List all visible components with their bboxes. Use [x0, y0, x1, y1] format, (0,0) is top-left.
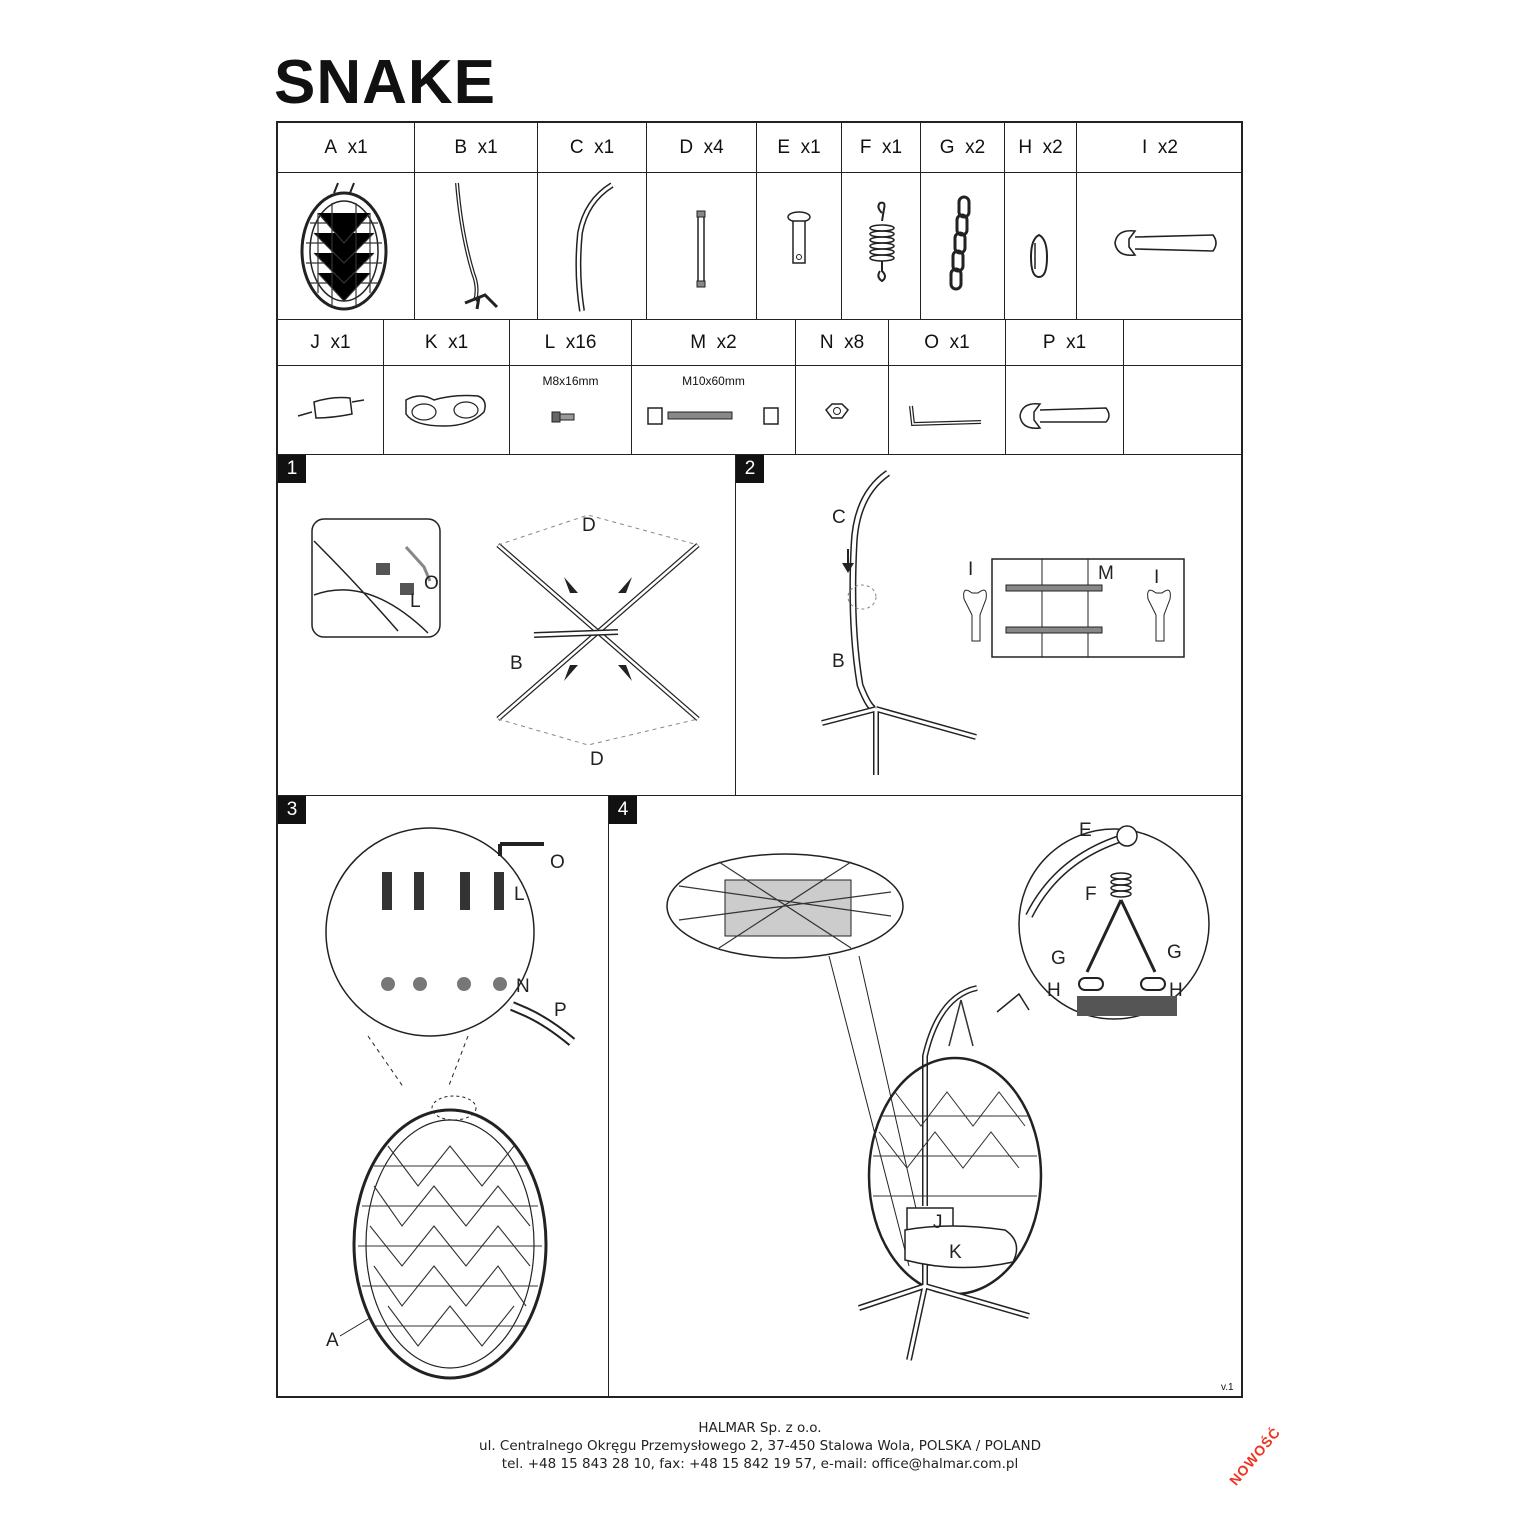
- part-header-i: I x2: [1077, 123, 1243, 173]
- part-image-d: [647, 173, 757, 320]
- footer-address: ul. Centralnego Okręgu Przemysłowego 2, 37-450 Stalowa Wola, POLSKA / POLAND: [479, 1438, 1041, 1454]
- new-product-stamp: NOWOŚĆ: [1226, 1423, 1284, 1489]
- step-4-label-g-left: G: [1051, 948, 1066, 969]
- step-3-badge: 3: [278, 796, 306, 824]
- step-2-label-b: B: [832, 651, 845, 672]
- step-2-label-m: M: [1098, 563, 1114, 584]
- part-image-l: [510, 366, 632, 455]
- step-3-label-n: N: [516, 976, 530, 997]
- step-1-label-d-bottom: D: [590, 749, 604, 770]
- part-header-empty: [1124, 320, 1243, 366]
- part-image-b: [415, 173, 538, 320]
- part-header-g: G x2: [921, 123, 1005, 173]
- step-3-label-a: A: [326, 1330, 339, 1351]
- small-cushion-icon: [278, 366, 384, 455]
- part-image-a: [278, 173, 415, 320]
- nut-icon: [796, 366, 889, 455]
- step-3-label-l: L: [514, 884, 525, 905]
- part-header-b: B x1: [415, 123, 538, 173]
- step-1-label-o: O: [424, 573, 439, 594]
- wrench-p-icon: [1006, 366, 1124, 455]
- step-4-label-h-left: H: [1047, 980, 1061, 1001]
- wrench-icon: [1077, 173, 1243, 320]
- step-2-label-i-right: I: [1154, 567, 1160, 588]
- step-4-label-j: J: [933, 1212, 943, 1233]
- part-image-h: [1005, 173, 1077, 320]
- step-3-diagram: [278, 796, 609, 1398]
- stand-arc-bar-icon: [538, 173, 647, 320]
- part-image-p: [1006, 366, 1124, 455]
- part-image-c: [538, 173, 647, 320]
- part-header-o: O x1: [889, 320, 1006, 366]
- step-4-label-h-right: H: [1169, 980, 1183, 1001]
- document-title: SNAKE: [274, 48, 497, 117]
- allen-key-icon: [889, 366, 1006, 455]
- step-3-label-p: P: [554, 1000, 567, 1021]
- step-2-diagram: [736, 455, 1243, 796]
- part-header-k: K x1: [384, 320, 510, 366]
- hook-bolt-icon: [757, 173, 842, 320]
- part-header-d: D x4: [647, 123, 757, 173]
- step-4-badge: 4: [609, 796, 637, 824]
- part-header-a: A x1: [278, 123, 415, 173]
- part-image-g: [921, 173, 1005, 320]
- step-3-label-o: O: [550, 852, 565, 873]
- part-image-n: [796, 366, 889, 455]
- part-header-f: F x1: [842, 123, 921, 173]
- bolt-m10-icon: [632, 366, 796, 455]
- stand-base-bar-icon: [415, 173, 538, 320]
- egg-chair-basket-icon: [278, 173, 415, 320]
- part-m-spec: M10x60mm: [682, 374, 745, 388]
- step-3-panel: [278, 796, 609, 1398]
- part-header-p: P x1: [1006, 320, 1124, 366]
- part-header-l: L x16: [510, 320, 632, 366]
- instruction-frame: [276, 121, 1243, 1398]
- step-4-diagram: [609, 796, 1243, 1398]
- part-image-o: [889, 366, 1006, 455]
- step-1-badge: 1: [278, 455, 306, 483]
- part-l-spec: M8x16mm: [542, 374, 599, 388]
- part-image-e: [757, 173, 842, 320]
- step-4-label-f: F: [1085, 884, 1097, 905]
- part-image-j: [278, 366, 384, 455]
- part-header-n: N x8: [796, 320, 889, 366]
- spring-icon: [842, 173, 921, 320]
- footer-contact: tel. +48 15 843 28 10, fax: +48 15 842 19 57, e-mail: office@halmar.com.pl: [501, 1456, 1019, 1472]
- part-header-e: E x1: [757, 123, 842, 173]
- part-image-m: [632, 366, 796, 455]
- step-4-panel: [609, 796, 1243, 1398]
- step-1-diagram: [278, 455, 736, 796]
- step-1-label-l: L: [410, 591, 421, 612]
- step-2-badge: 2: [736, 455, 764, 483]
- leg-tube-icon: [647, 173, 757, 320]
- step-4-label-e: E: [1079, 820, 1092, 841]
- part-image-empty: [1124, 366, 1243, 455]
- carabiner-icon: [1005, 173, 1077, 320]
- bolt-m8-icon: [510, 366, 632, 455]
- step-2-label-i-left: I: [968, 559, 974, 580]
- part-image-k: [384, 366, 510, 455]
- version-label: v.1: [1221, 1382, 1234, 1393]
- step-1-label-d-top: D: [582, 515, 596, 536]
- part-image-i: [1077, 173, 1243, 320]
- step-4-label-g-right: G: [1167, 942, 1182, 963]
- step-4-label-k: K: [949, 1242, 962, 1263]
- chain-icon: [921, 173, 1005, 320]
- part-header-h: H x2: [1005, 123, 1077, 173]
- part-header-j: J x1: [278, 320, 384, 366]
- step-1-label-b: B: [510, 653, 523, 674]
- step-1-panel: [278, 455, 736, 796]
- part-header-m: M x2: [632, 320, 796, 366]
- step-2-label-c: C: [832, 507, 846, 528]
- part-header-c: C x1: [538, 123, 647, 173]
- part-image-f: [842, 173, 921, 320]
- step-2-panel: [736, 455, 1243, 796]
- footer-company: HALMAR Sp. z o.o.: [698, 1420, 822, 1436]
- seat-cushion-icon: [384, 366, 510, 455]
